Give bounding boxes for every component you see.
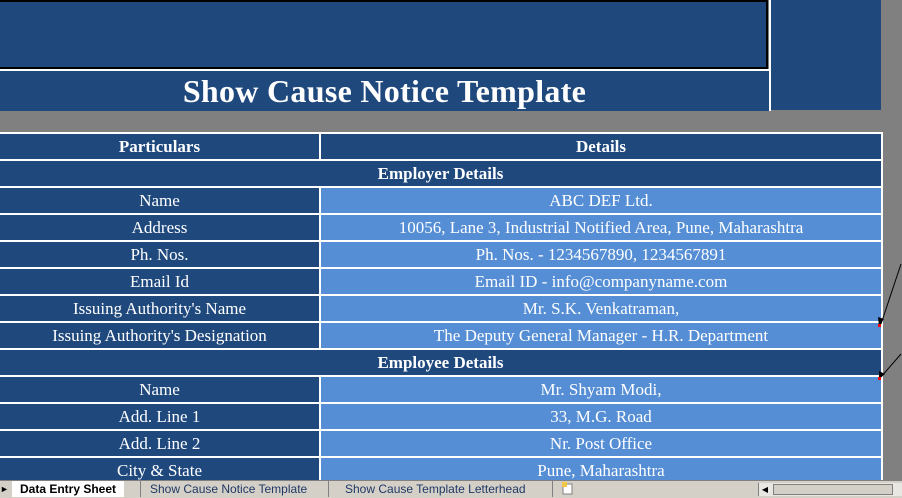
comment-arrow-icon	[872, 262, 902, 384]
value-cell[interactable]: Mr. S.K. Venkatraman,	[321, 296, 881, 321]
table-row	[0, 269, 881, 294]
value-cell[interactable]: The Deputy General Manager - H.R. Department	[321, 323, 881, 348]
scrollbar-thumb[interactable]	[773, 484, 893, 495]
scroll-left-icon[interactable]: ◀	[761, 485, 769, 494]
value-cell[interactable]: Pune, Maharashtra	[321, 458, 881, 483]
header-side-block[interactable]	[771, 0, 881, 110]
table-row	[0, 431, 881, 456]
value-cell[interactable]: Nr. Post Office	[321, 431, 881, 456]
value-cell[interactable]: Mr. Shyam Modi,	[321, 377, 881, 402]
sheet-tab-bar	[0, 480, 902, 498]
label-cell[interactable]: Ph. Nos.	[0, 242, 319, 267]
tab-show-cause-notice-template[interactable]: Show Cause Notice Template	[150, 482, 308, 496]
section-row-employee	[0, 350, 881, 375]
value-cell[interactable]: ABC DEF Ltd.	[321, 188, 881, 213]
tab-show-cause-template-letterhead[interactable]: Show Cause Template Letterhead	[345, 482, 526, 496]
value-cell[interactable]: Email ID - info@companyname.com	[321, 269, 881, 294]
value-cell[interactable]: 33, M.G. Road	[321, 404, 881, 429]
value-cell[interactable]: Ph. Nos. - 1234567890, 1234567891	[321, 242, 881, 267]
tab-divider	[328, 481, 329, 497]
table-row	[0, 188, 881, 213]
divider	[769, 0, 771, 111]
table-row	[0, 377, 881, 402]
new-sheet-icon[interactable]	[561, 482, 575, 495]
table-row	[0, 323, 881, 348]
table-row	[0, 296, 881, 321]
tab-divider	[140, 481, 141, 497]
label-cell[interactable]: Issuing Authority's Designation	[0, 323, 319, 348]
label-cell[interactable]: Name	[0, 377, 319, 402]
table-row	[0, 404, 881, 429]
table-row	[0, 242, 881, 267]
label-cell[interactable]: Add. Line 1	[0, 404, 319, 429]
section-row-employer	[0, 161, 881, 186]
label-cell[interactable]: Address	[0, 215, 319, 240]
header-banner[interactable]	[0, 0, 768, 69]
label-cell[interactable]: Issuing Authority's Name	[0, 296, 319, 321]
value-cell[interactable]: 10056, Lane 3, Industrial Notified Area, Pune, Maharashtra	[321, 215, 881, 240]
tab-divider	[552, 481, 553, 497]
tab-scroll-icon[interactable]: ►	[0, 484, 9, 494]
column-header-details[interactable]: Details	[321, 134, 881, 159]
table-row	[0, 215, 881, 240]
label-cell[interactable]: Email Id	[0, 269, 319, 294]
label-cell[interactable]: City & State	[0, 458, 319, 483]
label-cell[interactable]: Name	[0, 188, 319, 213]
tab-data-entry-sheet[interactable]: Data Entry Sheet	[12, 481, 124, 497]
label-cell[interactable]: Add. Line 2	[0, 431, 319, 456]
page-title[interactable]: Show Cause Notice Template	[0, 71, 769, 111]
horizontal-scrollbar[interactable]	[758, 483, 902, 496]
column-header-particulars[interactable]: Particulars	[0, 134, 319, 159]
table-header-row	[0, 134, 881, 159]
section-title-employer[interactable]: Employer Details	[0, 161, 881, 186]
section-title-employee[interactable]: Employee Details	[0, 350, 881, 375]
